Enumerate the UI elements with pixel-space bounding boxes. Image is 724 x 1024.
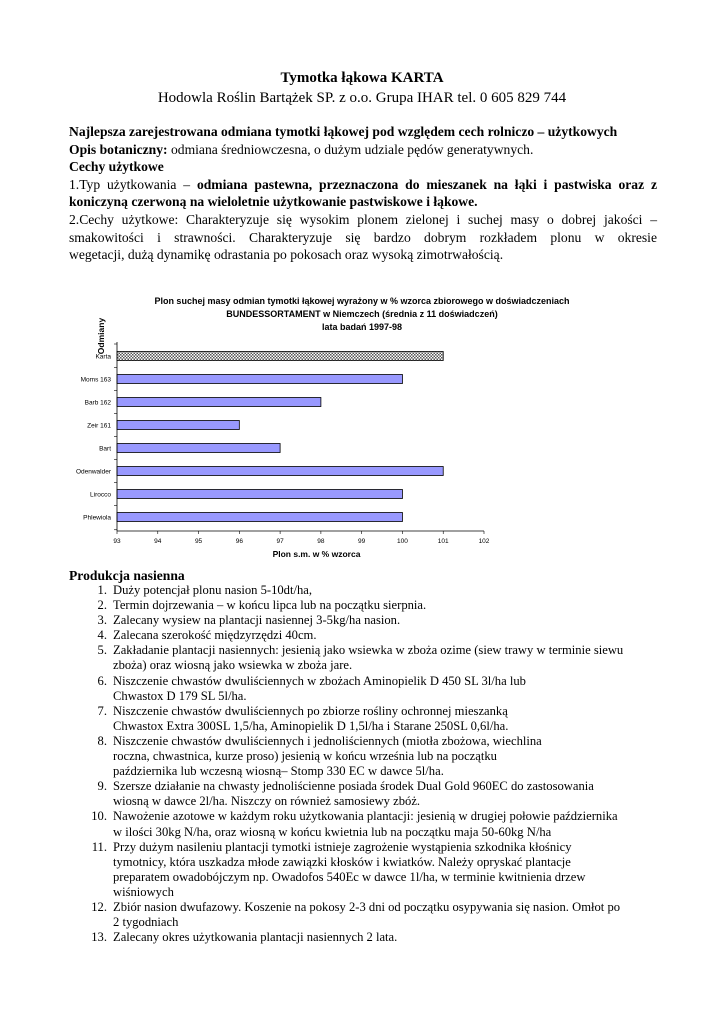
seed-production-item bbox=[85, 809, 658, 839]
list-item-line: Nawożenie azotowe w każdym roku użytkowania plantacji: jesienią w drugiej połowie października bbox=[113, 809, 618, 824]
usage-type-line1 bbox=[69, 176, 657, 194]
x-tick-label: 95 bbox=[194, 538, 203, 545]
list-item-line: wiosną w dawce 2l/ha. Niszczy on również samosiewy zbóż. bbox=[113, 794, 421, 809]
seed-production-item bbox=[85, 930, 658, 945]
category-label: Barb 162 bbox=[84, 399, 111, 407]
botanical-description bbox=[69, 141, 657, 159]
list-item-line: tymotnicy, która uszkadza młode zawiązki kłosków i kwiatków. Należy opryskać plantacje bbox=[113, 854, 571, 869]
chart-title-line3: lata badań 1997-98 bbox=[321, 322, 403, 332]
list-item-line: 2 tygodniach bbox=[113, 915, 179, 930]
category-label: Phlewiola bbox=[83, 514, 111, 522]
list-item-line: Przy dużym nasileniu plantacji tymotki istnieje zagrożenie wystąpienia szkodnika kłośnicy bbox=[113, 839, 572, 854]
x-tick-label: 102 bbox=[478, 538, 490, 545]
list-item-number: 10. bbox=[91, 809, 107, 824]
list-item-number: 13. bbox=[91, 930, 107, 945]
x-tick-label: 94 bbox=[154, 538, 162, 545]
x-tick-label: 96 bbox=[235, 538, 243, 545]
category-label: Karta bbox=[95, 353, 111, 361]
list-item-number: 2. bbox=[97, 598, 107, 613]
x-tick-label: 97 bbox=[276, 538, 284, 545]
bar-lirocco bbox=[117, 490, 402, 499]
features-line2: smakowitości i strawności. Charakteryzuje się bardzo dobrym rozkładem plonu w okresie bbox=[69, 229, 657, 245]
category-label: Zeir 161 bbox=[87, 422, 111, 430]
features-line3: wegetacji, dużą dynamikę odrastania po pokosach oraz wysoką zimotrwałością. bbox=[69, 247, 504, 263]
list-item-number: 8. bbox=[97, 733, 107, 748]
list-item-line: w ilości 30kg N/ha, oraz wiosną w końcu kwietnia lub na początku maja 50-60kg N/ha bbox=[113, 824, 552, 839]
x-tick-label: 93 bbox=[113, 538, 121, 545]
seed-production-item bbox=[85, 900, 658, 930]
list-item-number: 11. bbox=[91, 839, 107, 854]
bar-moms-163 bbox=[117, 375, 402, 384]
list-item-line: zboża) oraz wiosną jako wsiewka w zboża jare. bbox=[113, 658, 353, 673]
list-item-line: Zalecany okres użytkowania plantacji nasiennych 2 lata. bbox=[113, 930, 398, 945]
list-item-line: października lub wczesną wiosną– Stomp 330 EC w dawce 5l/ha. bbox=[113, 764, 444, 779]
features-line1: 2.Cechy użytkowe: Charakteryzuje się wysokim plonem zielonej i suchej masy o dobrej jakości – bbox=[69, 211, 657, 227]
seed-production-item bbox=[85, 643, 658, 673]
seed-production-item bbox=[85, 598, 658, 613]
chart-title-line2: BUNDESSORTAMENT w Niemczech (średnia z 11 doświadczeń) bbox=[226, 309, 498, 319]
list-item-number: 3. bbox=[97, 613, 107, 628]
list-item-line: Duży potencjał plonu nasion 5-10dt/ha, bbox=[113, 583, 313, 597]
list-item-line: roczna, chwastnica, kurze proso) jesienią w końcu września lub na początku bbox=[113, 749, 497, 764]
seed-production-item bbox=[85, 628, 658, 643]
list-item-line: Chwastox Extra 300SL 1,5/ha, Aminopielik D 1,5l/ha i Starane 250SL 0,6l/ha. bbox=[113, 718, 509, 733]
x-tick-label: 99 bbox=[358, 538, 366, 545]
seed-production-item bbox=[85, 734, 658, 779]
seed-production-item bbox=[85, 704, 658, 734]
document-title: Tymotka łąkowa KARTA bbox=[280, 70, 444, 86]
x-axis-label: Plon s.m. w % wzorca bbox=[272, 549, 361, 559]
list-item-number: 4. bbox=[97, 628, 107, 643]
list-item-line: preparatem owadobójczym np. Owadofos 540Ec w dawce 1l/ha, w terminie kwitnienia drzew bbox=[113, 869, 586, 884]
bar-odenwalder bbox=[117, 467, 443, 476]
list-item-line: Chwastox D 179 SL 5l/ha. bbox=[113, 688, 247, 703]
list-item-line: wiśniowych bbox=[113, 884, 174, 899]
seed-production-item bbox=[85, 583, 658, 598]
list-item-line: Zbiór nasion dwufazowy. Koszenie na pokosy 2-3 dni od początku osypywania się nasion. Omłot po bbox=[113, 899, 621, 914]
features-heading: Cechy użytkowe bbox=[69, 159, 164, 175]
bar-barb-162 bbox=[117, 398, 321, 407]
seed-production-heading: Produkcja nasienna bbox=[69, 568, 185, 583]
x-tick-label: 100 bbox=[397, 538, 408, 545]
list-item-number: 9. bbox=[97, 779, 107, 794]
x-tick-label: 101 bbox=[437, 538, 449, 545]
bar-phlewiola bbox=[117, 513, 402, 522]
category-label: Bart bbox=[99, 445, 111, 453]
seed-production-item bbox=[85, 674, 658, 704]
list-item-line: Niszczenie chwastów dwuliściennych po zbiorze rośliny ochronnej mieszanką bbox=[113, 703, 508, 718]
list-item-line: Zalecany wysiew na plantacji nasiennej 3-5kg/ha nasion. bbox=[113, 613, 401, 628]
bar-bart bbox=[117, 444, 280, 453]
list-item-number: 12. bbox=[91, 899, 107, 914]
seed-production-item bbox=[85, 779, 658, 809]
usage-type-bold: odmiana pastewna, przeznaczona do mieszanek na łąki i pastwiska oraz z bbox=[196, 176, 657, 192]
list-item-line: Zakładanie plantacji nasiennych: jesienią jako wsiewka w zboża ozime (siew trawy w terminie siewu bbox=[113, 643, 624, 658]
botanical-text: odmiana średniowczesna, o dużym udziale pędów generatywnych. bbox=[167, 141, 534, 157]
category-label: Moms 163 bbox=[80, 376, 111, 384]
list-item-line: Zalecana szerokość międzyrzędzi 40cm. bbox=[113, 628, 317, 643]
list-item-number: 1. bbox=[97, 583, 107, 597]
chart-title-line1: Plon suchej masy odmian tymotki łąkowej wyrażony w % wzorca zbiorowego w doświadczeniach bbox=[154, 296, 570, 306]
document-subtitle: Hodowla Roślin Bartążek SP. z o.o. Grupa IHAR tel. 0 605 829 744 bbox=[157, 90, 567, 106]
seed-production-item bbox=[85, 840, 658, 900]
list-item-line: Niszczenie chwastów dwuliściennych i jednoliściennych (miotła zbożowa, wiechlina bbox=[113, 733, 542, 748]
seed-production-item bbox=[85, 613, 658, 628]
best-variety-statement: Najlepsza zarejestrowana odmiana tymotki łąkowej pod względem cech rolniczo – użytkowych bbox=[69, 124, 618, 139]
list-item-number: 5. bbox=[97, 643, 107, 658]
list-item-line: Szersze działanie na chwasty jednoliścienne posiada środek Dual Gold 960EC do zastosowania bbox=[113, 779, 594, 794]
bar-karta bbox=[117, 352, 443, 361]
list-item-line: Termin dojrzewania – w końcu lipca lub na początku sierpnia. bbox=[113, 598, 427, 613]
list-item-line: Niszczenie chwastów dwuliściennych w zbożach Aminopielik D 450 SL 3l/ha lub bbox=[113, 673, 526, 688]
x-tick-label: 98 bbox=[317, 538, 325, 545]
list-item-number: 7. bbox=[97, 703, 107, 718]
botanical-label: Opis botaniczny: bbox=[69, 141, 168, 157]
usage-type-line2: koniczyną czerwoną na wieloletnie użytkowanie pastwiskowe i łąkowe. bbox=[69, 194, 478, 210]
intro-section bbox=[69, 123, 657, 264]
y-axis-label: Odmiany bbox=[96, 317, 106, 355]
category-label: Lirocco bbox=[90, 491, 111, 499]
seed-production-list bbox=[85, 583, 658, 945]
usage-type-prefix: 1.Typ użytkowania – bbox=[69, 176, 197, 192]
category-label: Odenwalder bbox=[75, 468, 111, 476]
bar-zeir-161 bbox=[117, 421, 239, 430]
list-item-number: 6. bbox=[97, 673, 107, 688]
